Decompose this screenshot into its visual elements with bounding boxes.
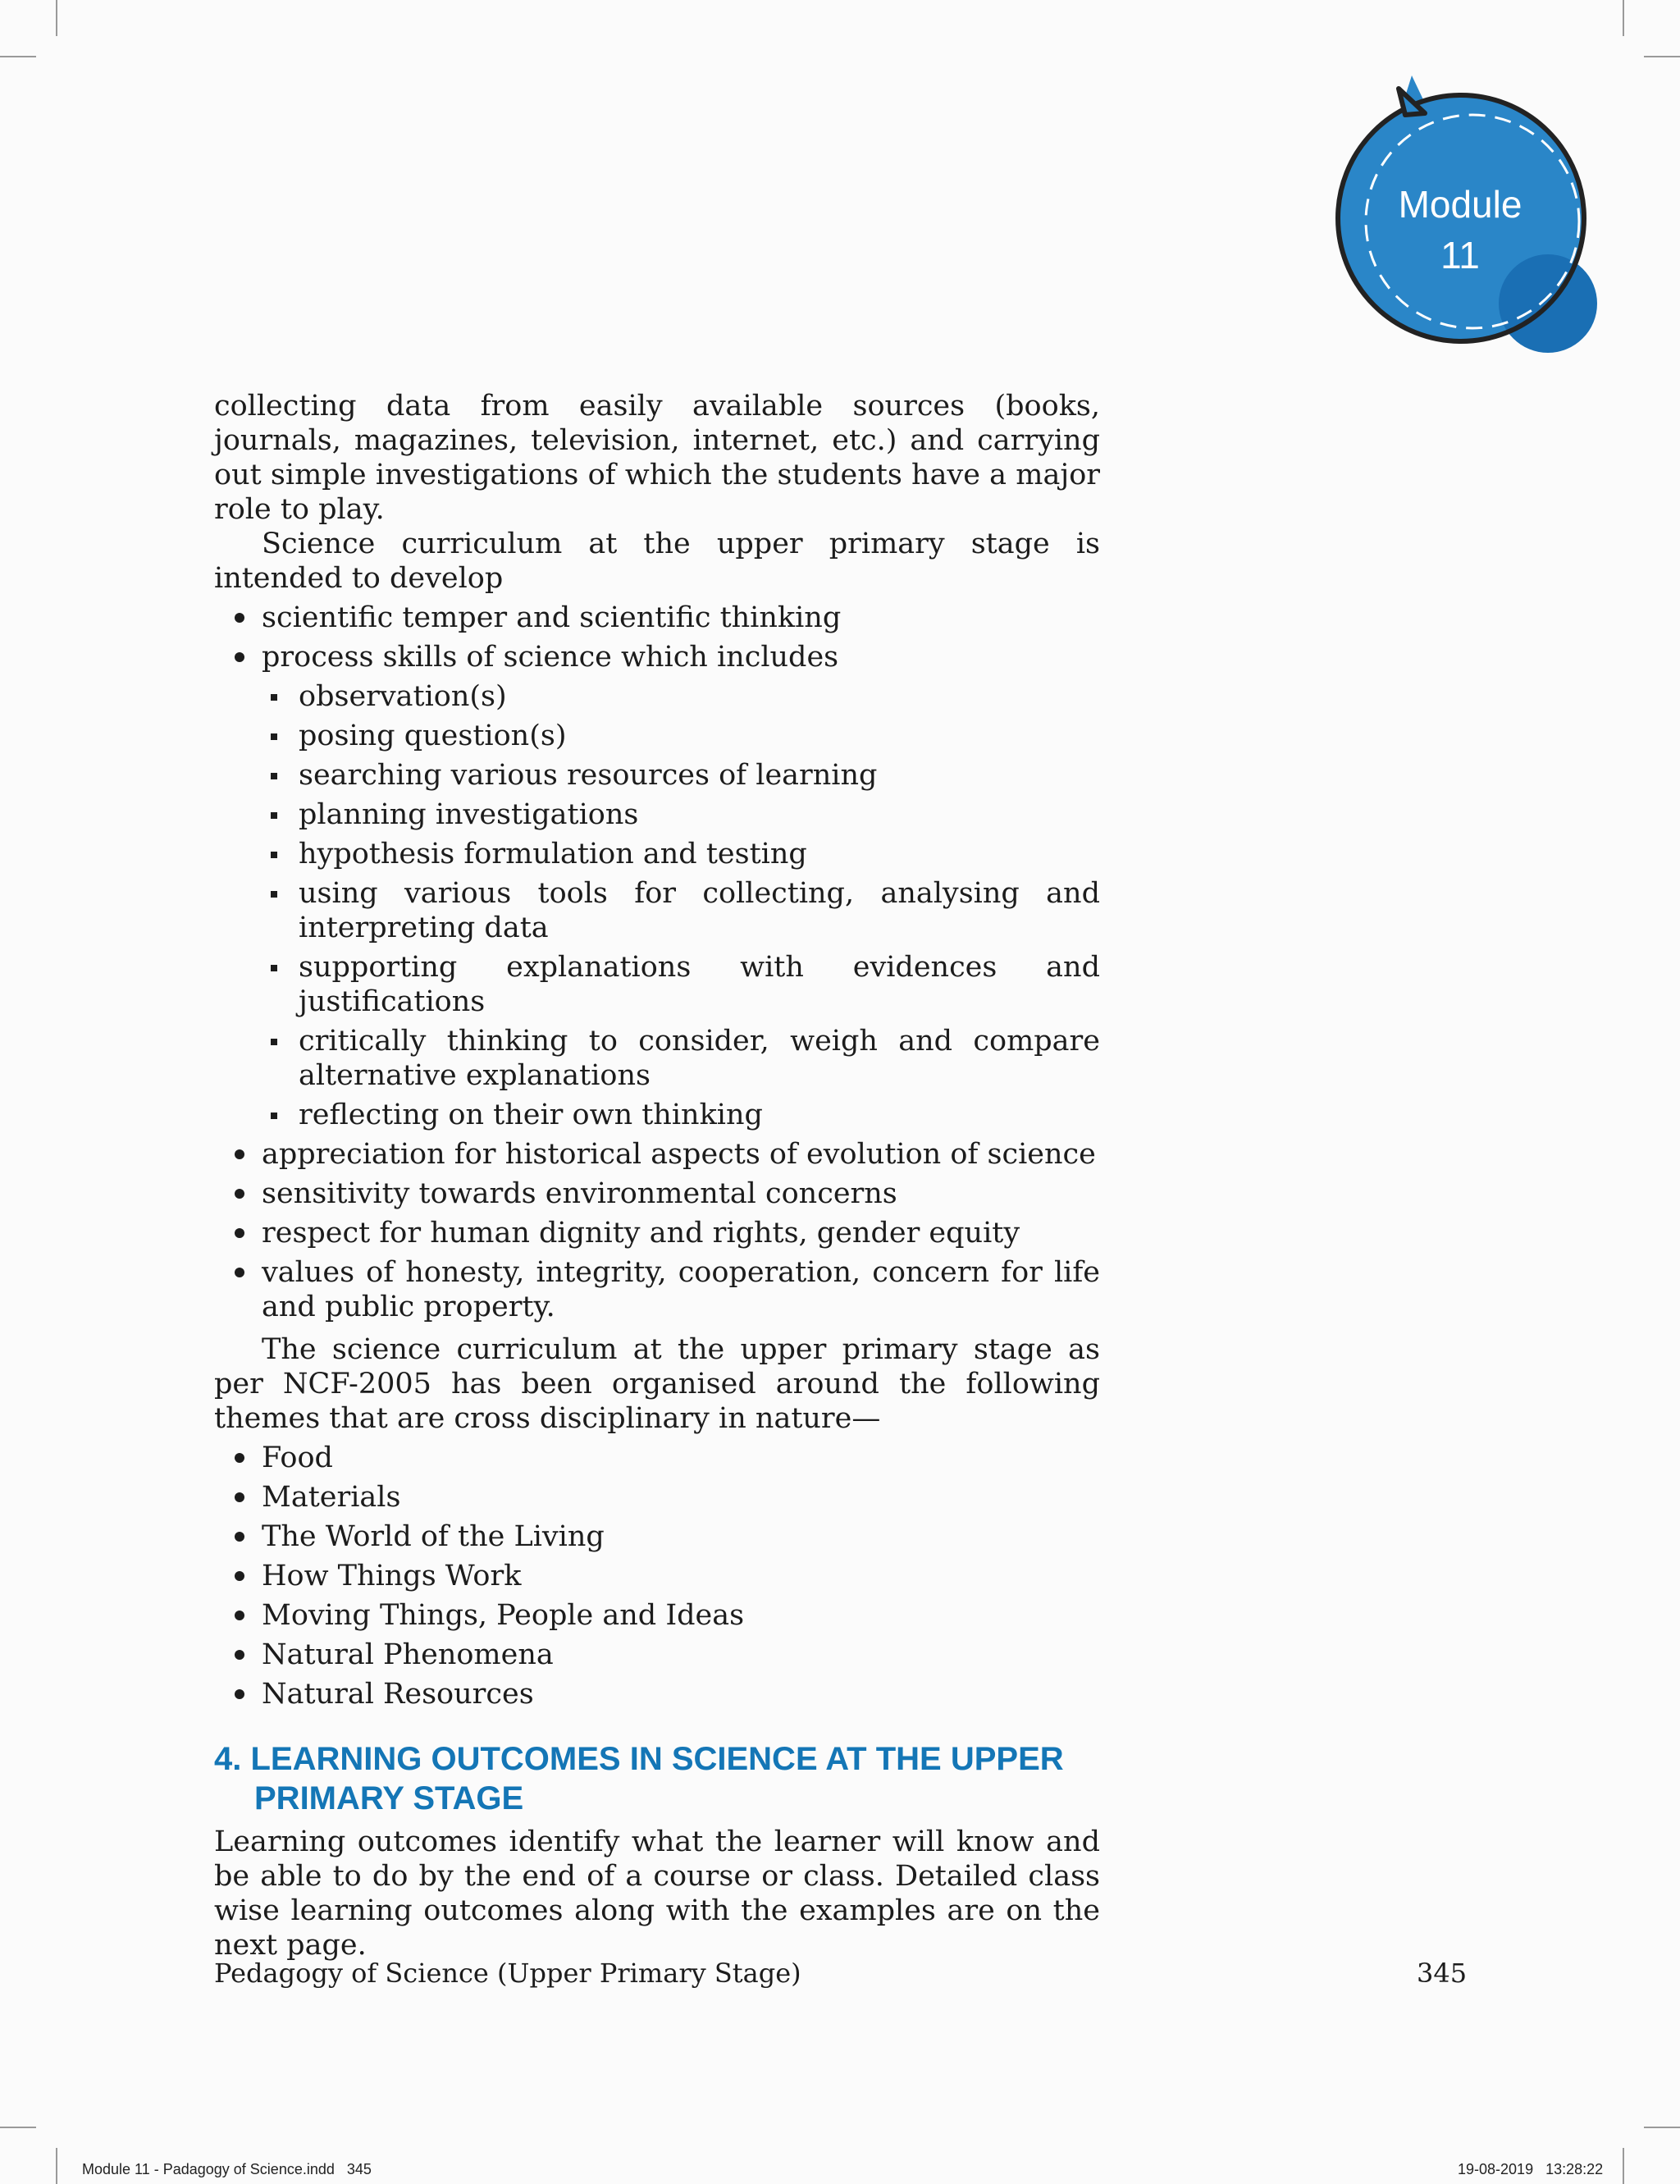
footer-book-title: Pedagogy of Science (Upper Primary Stage) [214, 1958, 801, 1989]
bullet-icon [235, 1689, 244, 1699]
square-bullet-icon [271, 965, 277, 971]
square-bullet-icon [271, 1039, 277, 1045]
square-bullet-icon [271, 852, 277, 858]
theme-item: How Things Work [214, 1559, 1100, 1593]
develop-list [214, 601, 1100, 1324]
section-body-paragraph: Learning outcomes identify what the learner will know and be able to do by the end of a course or class. Detailed class wise learning outcomes along with the examples are on the next page. [214, 1825, 1100, 1962]
sub-list-item: critically thinking to consider, weigh and compare alternative explanations [262, 1024, 1100, 1093]
crop-mark [1623, 2148, 1624, 2184]
crop-mark [1644, 56, 1680, 57]
square-bullet-icon [271, 891, 277, 898]
module-badge-word: Module [1398, 183, 1522, 226]
bullet-icon [235, 1268, 244, 1277]
bullet-icon [235, 1189, 244, 1199]
square-bullet-icon [271, 733, 277, 740]
bullet-icon [235, 1650, 244, 1660]
intro-paragraph: collecting data from easily available sources (books, journals, magazines, television, internet, etc.) and carrying out simple investigations of which the students have a major role to play. [214, 390, 1100, 526]
bullet-icon [235, 1228, 244, 1238]
list-item: scientific temper and scientific thinking [214, 601, 1100, 635]
square-bullet-icon [271, 1113, 277, 1119]
list-item: process skills of science which includes observation(s) posing question(s) searching various resources of learning planning investigations hypothesis formulation and testing using various tools for collecting, analysing and interpreting data supporting explanations with evidences and justifications critically thinking to consider, weigh and compare alternative explanations reflecting on their own thinking [214, 640, 1100, 1132]
intro-paragraph-2: Science curriculum at the upper primary stage is intended to develop [214, 528, 1100, 595]
sub-list-item: reflecting on their own thinking [262, 1098, 1100, 1132]
list-item: respect for human dignity and rights, gender equity [214, 1216, 1100, 1250]
process-skills-list [262, 679, 1100, 1132]
themes-intro-paragraph: The science curriculum at the upper primary stage as per NCF-2005 has been organised around the following themes that are cross disciplinary in nature— [214, 1333, 1100, 1435]
theme-item: Materials [214, 1480, 1100, 1515]
page-number: 345 [1417, 1958, 1468, 1989]
theme-item: Moving Things, People and Ideas [214, 1598, 1100, 1633]
theme-item: Natural Phenomena [214, 1638, 1100, 1672]
theme-item: Food [214, 1441, 1100, 1475]
square-bullet-icon [271, 812, 277, 819]
sub-list-item: supporting explanations with evidences and justifications [262, 950, 1100, 1019]
bullet-icon [235, 613, 244, 623]
crop-mark [1644, 2127, 1680, 2128]
crop-mark [56, 2148, 57, 2184]
bullet-icon [235, 1571, 244, 1581]
bullet-icon [235, 652, 244, 662]
module-badge-label [1335, 179, 1585, 281]
list-item: values of honesty, integrity, cooperation, concern for life and public property. [214, 1255, 1100, 1324]
crop-mark [0, 2127, 36, 2128]
bullet-icon [235, 1532, 244, 1542]
list-item: appreciation for historical aspects of evolution of science [214, 1137, 1100, 1172]
theme-item: Natural Resources [214, 1677, 1100, 1711]
sub-list-item: planning investigations [262, 797, 1100, 832]
list-item: sensitivity towards environmental concerns [214, 1177, 1100, 1211]
crop-mark [56, 0, 57, 36]
print-slug-file: Module 11 - Padagogy of Science.indd 345 [82, 2161, 372, 2177]
themes-list [214, 1441, 1100, 1711]
sub-list-item: hypothesis formulation and testing [262, 837, 1100, 871]
sub-list-item: observation(s) [262, 679, 1100, 714]
section-heading: 4. LEARNING OUTCOMES IN SCIENCE AT THE UPPER PRIMARY STAGE [214, 1741, 1064, 1816]
sub-list-item: using various tools for collecting, analysing and interpreting data [262, 876, 1100, 945]
sub-list-item: posing question(s) [262, 719, 1100, 753]
square-bullet-icon [271, 694, 277, 701]
print-slug-timestamp: 19-08-2019 13:28:22 [1458, 2161, 1604, 2177]
crop-mark [1623, 0, 1624, 36]
crop-mark [0, 56, 36, 57]
bullet-icon [235, 1492, 244, 1502]
square-bullet-icon [271, 773, 277, 779]
module-badge-number: 11 [1440, 234, 1480, 276]
sub-list-item: searching various resources of learning [262, 758, 1100, 793]
bullet-icon [235, 1611, 244, 1620]
theme-item: The World of the Living [214, 1519, 1100, 1554]
page-body [214, 389, 1100, 1962]
bullet-icon [235, 1453, 244, 1463]
bullet-icon [235, 1149, 244, 1159]
